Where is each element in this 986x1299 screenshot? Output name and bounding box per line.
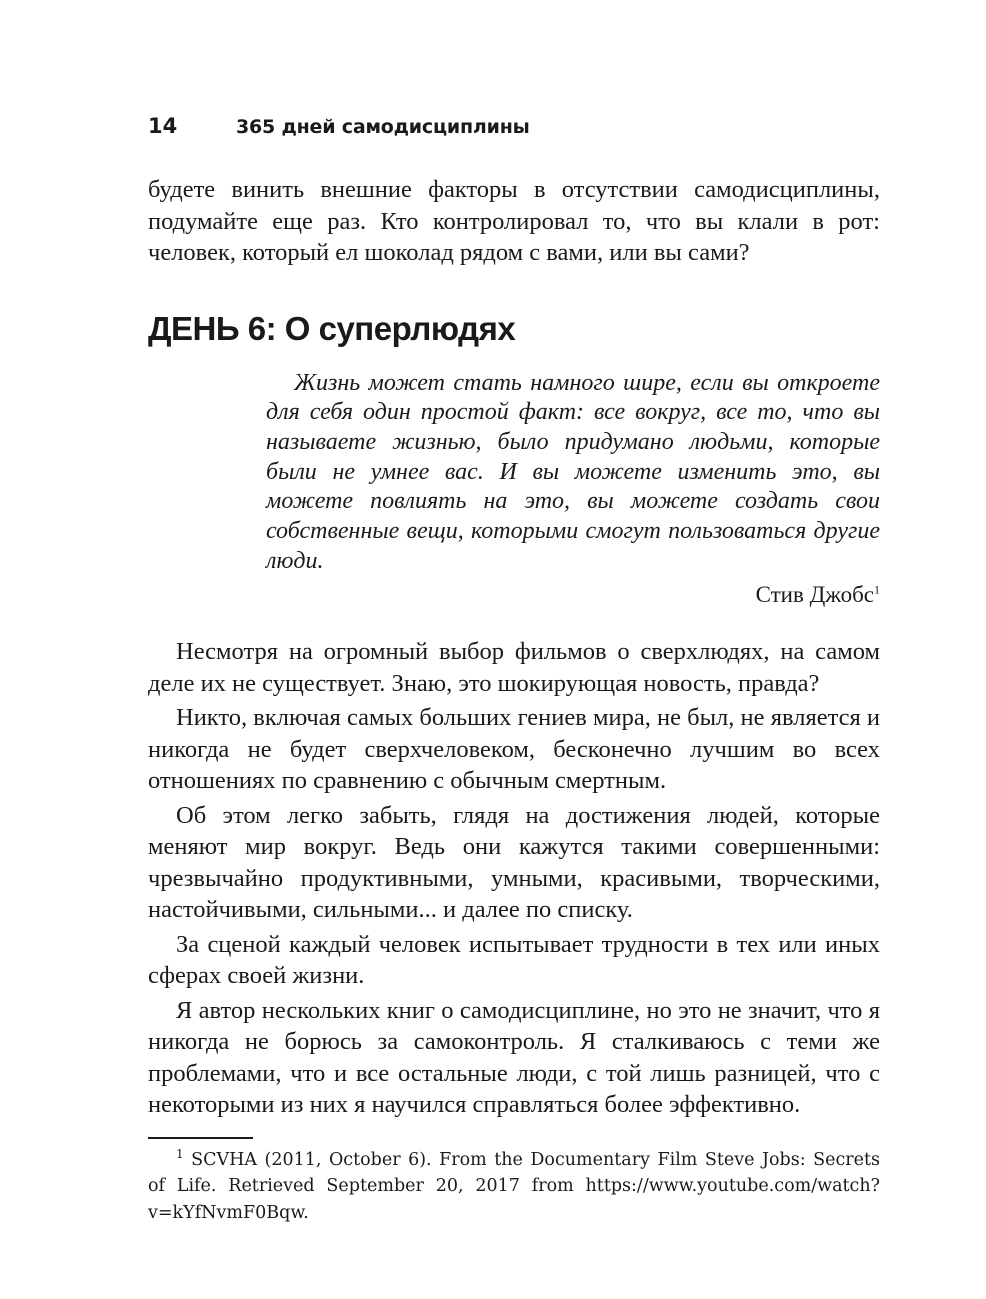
body-paragraph: За сценой каждый человек испытывает трудности в тех или иных сферах своей жизни. bbox=[148, 930, 880, 990]
page-number: 14 bbox=[148, 114, 178, 138]
chapter-title: ДЕНЬ 6: О суперлюдях bbox=[148, 309, 516, 347]
footnote-text: SCVHA (2011, October 6). From the Documentary Film Steve Jobs: Secrets of Life. Retrieved September 20, 2017 from https://www.youtube.com/watch?v=kYfNvmF0Bqw. bbox=[148, 1149, 880, 1223]
body-paragraph: Никто, включая самых больших гениев мира, не был, не является и никогда не будет сверхчеловеком, бесконечно лучшим во всех отношениях по сравнению с обычным смертным. bbox=[148, 704, 880, 795]
body-paragraph: Об этом легко забыть, глядя на достижения людей, которые меняют мир вокруг. Ведь они кажутся такими совершенными: чрезвычайно продуктивными, умными, красивыми, творческими, настойчивыми, сильными... и далее по списку. bbox=[148, 801, 880, 924]
body-paragraph: Несмотря на огромный выбор фильмов о сверхлюдях, на самом деле их не существует. Знаю, это шокирующая новость, правда? bbox=[148, 638, 880, 697]
footnote-separator bbox=[148, 1137, 253, 1139]
running-header bbox=[148, 112, 880, 148]
epigraph-quote: Жизнь может стать намного шире, если вы откроете для себя один простой факт: все вокруг, все то, что вы называете жизнью, было придумано людьми, которые были не умнее вас. И вы можете изменить это, вы можете повлиять на это, вы можете создать свои собственные вещи, которыми смогут пользоваться другие люди. bbox=[266, 369, 880, 574]
footnote-reference: 1 bbox=[874, 582, 880, 597]
footnote-mark: 1 bbox=[176, 1147, 184, 1162]
epigraph-author: Стив Джобс bbox=[755, 582, 874, 608]
epigraph bbox=[266, 369, 880, 611]
chapter-body bbox=[148, 636, 880, 1121]
body-paragraph: Я автор нескольких книг о самодисциплине, но это не значит, что я никогда не борюсь за самоконтроль. Я сталкиваюсь с теми же проблемами, что и все остальные люди, с той лишь разницей, что с некоторыми из них я научился справляться более эффективно. bbox=[148, 996, 880, 1119]
book-title: 365 дней самодисциплины bbox=[236, 116, 530, 138]
book-page bbox=[148, 112, 880, 1226]
epigraph-attribution bbox=[266, 580, 880, 610]
continued-paragraph: будете винить внешние факторы в отсутствии самодисциплины, подумайте еще раз. Кто контролировал то, что вы клали в рот: человек, который ел шоколад рядом с вами, или вы сами? bbox=[148, 176, 880, 266]
footnote bbox=[148, 1147, 880, 1227]
